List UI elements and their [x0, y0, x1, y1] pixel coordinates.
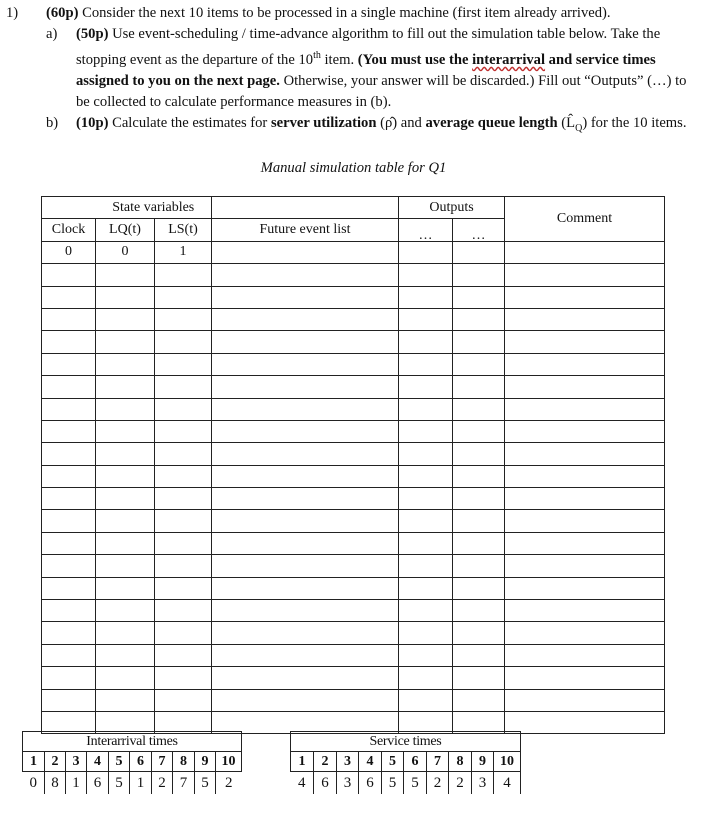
- initial-lq: 0: [96, 241, 155, 263]
- table-row: [42, 286, 665, 308]
- output-1-header: …: [399, 219, 453, 241]
- state-variables-header: State variables: [96, 197, 212, 219]
- service-value-cell: 5: [382, 772, 404, 795]
- table-row: [42, 644, 665, 666]
- service-value-cell: 3: [337, 772, 359, 795]
- interarrival-index-cell: 5: [109, 752, 130, 772]
- table-row: [42, 600, 665, 622]
- superscript: th: [313, 50, 321, 61]
- service-title: Service times: [291, 732, 521, 752]
- interarrival-title: Interarrival times: [23, 732, 242, 752]
- table-row: [42, 488, 665, 510]
- service-value-cell: 3: [472, 772, 494, 795]
- part-b: [6, 113, 701, 139]
- table-row: [42, 465, 665, 487]
- table-row: [42, 689, 665, 711]
- service-index-cell: 7: [427, 752, 449, 772]
- table-row: [42, 398, 665, 420]
- table-row: [42, 331, 665, 353]
- service-table: [290, 731, 521, 794]
- service-index-cell: 10: [494, 752, 521, 772]
- service-index-cell: 5: [382, 752, 404, 772]
- service-value-cell: 2: [449, 772, 472, 795]
- interarrival-index-cell: 6: [130, 752, 152, 772]
- table-row: [42, 353, 665, 375]
- interarrival-value-cell: 0: [29, 774, 37, 791]
- interarrival-index-cell: 1: [23, 752, 45, 772]
- table-row: [42, 443, 665, 465]
- question-points: (60p): [46, 5, 79, 21]
- interarrival-value-cell: 6: [87, 772, 109, 795]
- ls-header: LS(t): [155, 219, 212, 241]
- service-index-cell: 6: [404, 752, 427, 772]
- table-caption: Manual simulation table for Q1: [260, 160, 447, 176]
- interarrival-index-cell: 3: [66, 752, 87, 772]
- part-b-text: Calculate the estimates for: [108, 114, 271, 131]
- part-a-bold-2: and service times assigned to you on the next page.: [76, 51, 656, 89]
- question-block: [6, 3, 701, 139]
- interarrival-index-cell: 2: [45, 752, 66, 772]
- initial-clock: 0: [42, 241, 96, 263]
- interarrival-index-cell: 10: [216, 752, 242, 772]
- service-value-cell: 6: [359, 772, 382, 795]
- interarrival-index-cell: 7: [152, 752, 173, 772]
- part-b-text-3: (L̂: [557, 114, 576, 131]
- question-number: 1): [6, 5, 19, 21]
- subscript: Q: [575, 122, 583, 134]
- part-a-bold: (You must use the: [357, 51, 473, 68]
- part-b-points: (10p): [76, 114, 109, 131]
- outputs-header: Outputs: [399, 197, 505, 219]
- table-row: [42, 555, 665, 577]
- part-b-text-4: ) for the 10 items.: [582, 114, 687, 131]
- initial-row: [42, 241, 665, 263]
- service-value-cell: 4: [298, 774, 306, 791]
- part-b-label: b): [46, 114, 59, 131]
- part-a-text-2: item.: [320, 51, 358, 68]
- service-index-cell: 3: [337, 752, 359, 772]
- part-b-bold-2: average queue length: [425, 114, 558, 131]
- service-index-row: [291, 752, 521, 772]
- service-index-cell: 4: [359, 752, 382, 772]
- interarrival-index-cell: 4: [87, 752, 109, 772]
- part-b-bold: server utilization: [270, 114, 377, 131]
- service-value-cell: 6: [314, 772, 337, 795]
- part-a-text: Use event-scheduling / time-advance algorithm to fill out the simulation table below. Take the stopping event as the departure of the 10: [76, 26, 661, 68]
- comment-header: Comment: [505, 197, 665, 242]
- question-stem: [6, 3, 701, 24]
- clock-header: Clock: [42, 219, 96, 241]
- part-b-text-2: (ρ̂) and: [376, 114, 426, 131]
- table-row: [42, 667, 665, 689]
- table-row: [42, 577, 665, 599]
- service-values-row: [291, 772, 521, 795]
- interarrival-index-cell: 9: [195, 752, 216, 772]
- simulation-table: [41, 196, 665, 734]
- part-a-points: (50p): [76, 26, 109, 42]
- interarrival-value-cell: 5: [109, 772, 130, 795]
- interarrival-value-cell: 7: [173, 772, 195, 795]
- interarrival-values-row: [23, 772, 242, 795]
- interarrival-table: [22, 731, 242, 794]
- output-2-header: …: [453, 219, 505, 241]
- table-row: [42, 308, 665, 330]
- lq-header: LQ(t): [96, 219, 155, 241]
- interarrival-value-cell: 5: [195, 772, 216, 795]
- part-a-text-3: Otherwise, your answer will be discarded.) Fill out “Outputs” (…) to be collected to calculate performance measures in (b).: [76, 72, 687, 110]
- initial-ls: 1: [155, 241, 212, 263]
- service-value-cell: 5: [404, 772, 427, 795]
- part-a-label: a): [46, 26, 58, 42]
- question-stem-text: Consider the next 10 items to be processed in a single machine (first item already arrived).: [78, 5, 611, 21]
- table-row: [42, 264, 665, 286]
- service-index-cell: 9: [472, 752, 494, 772]
- spellcheck-word: interarrival: [472, 51, 546, 68]
- interarrival-value-cell: 2: [152, 772, 173, 795]
- part-a: [6, 24, 701, 113]
- interarrival-value-cell: 1: [130, 772, 152, 795]
- service-value-cell: 4: [494, 772, 521, 795]
- table-row: [42, 622, 665, 644]
- interarrival-value-cell: 1: [66, 772, 87, 795]
- fel-header: Future event list: [212, 219, 399, 241]
- header-row-1: [42, 197, 665, 219]
- interarrival-index-row: [23, 752, 242, 772]
- table-row: [42, 532, 665, 554]
- interarrival-value-cell: 2: [216, 772, 242, 795]
- service-value-cell: 2: [427, 772, 449, 795]
- service-index-cell: 1: [291, 752, 314, 772]
- interarrival-index-cell: 8: [173, 752, 195, 772]
- service-index-cell: 2: [314, 752, 337, 772]
- interarrival-value-cell: 8: [45, 772, 66, 795]
- table-row: [42, 376, 665, 398]
- table-row: [42, 420, 665, 442]
- service-index-cell: 8: [449, 752, 472, 772]
- table-row: [42, 510, 665, 532]
